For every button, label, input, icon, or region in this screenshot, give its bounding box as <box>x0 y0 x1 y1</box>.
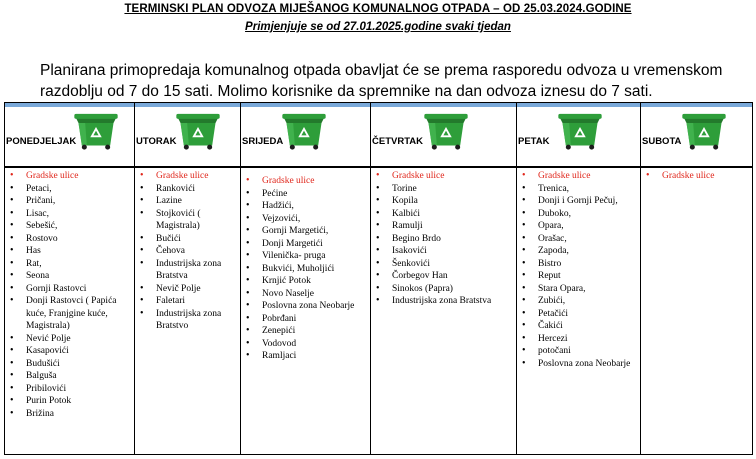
day-header-utorak <box>135 103 241 168</box>
location-item: • Nevič Polje <box>135 283 240 296</box>
location-item: • Seona <box>5 270 134 283</box>
location-item: • Donji Margetići <box>241 238 370 251</box>
location-item: • Purin Potok <box>5 395 134 408</box>
location-item: • Vodovod <box>241 338 370 351</box>
location-item: • Rat, <box>5 258 134 271</box>
location-item: • Zubići, <box>517 295 640 308</box>
location-item: • Donji Rastovci ( Papića kuće, Franjgine kuće, Magistrala) <box>5 295 134 333</box>
location-item: • Zapoda, <box>517 245 640 258</box>
location-item: • Opara, <box>517 220 640 233</box>
location-item: • Šenkovići <box>371 258 516 271</box>
location-item: • Faletari <box>135 295 240 308</box>
day-column-srijeda <box>241 167 371 455</box>
city-streets-item: • Gradske ulice <box>241 175 370 188</box>
location-item: • Bučići <box>135 233 240 246</box>
location-item: • Torine <box>371 183 516 196</box>
location-item: • Kalbići <box>371 208 516 221</box>
location-list <box>517 168 640 370</box>
day-column-utorak <box>135 167 241 455</box>
city-streets-item: • Gradske ulice <box>371 170 516 183</box>
day-header-ponedjeljak <box>5 103 135 168</box>
location-item: • Ramulji <box>371 220 516 233</box>
city-streets-item: • Gradske ulice <box>135 170 240 183</box>
location-item: • Petačići <box>517 308 640 321</box>
location-item: • Čorbegov Han <box>371 270 516 283</box>
city-streets-item: • Gradske ulice <box>5 170 134 183</box>
day-header-srijeda <box>241 103 371 168</box>
location-item: • Petaci, <box>5 183 134 196</box>
day-header-petak <box>517 103 641 168</box>
location-item: • potočani <box>517 345 640 358</box>
location-item: • Vejzovići, <box>241 213 370 226</box>
day-label: UTORAK <box>136 136 177 147</box>
day-column-ponedjeljak <box>5 167 135 455</box>
location-item: • Isakovići <box>371 245 516 258</box>
green-waste-bin-icon <box>279 105 329 151</box>
location-item: • Sebešić, <box>5 220 134 233</box>
location-item: • Pričani, <box>5 195 134 208</box>
location-item: • Zenepići <box>241 325 370 338</box>
location-list <box>135 168 240 333</box>
green-waste-bin-icon <box>71 105 121 151</box>
day-label: SRIJEDA <box>242 136 284 147</box>
location-item: • Poslovna zona Neobarje <box>517 358 640 371</box>
day-label: PONEDJELJAK <box>6 136 77 147</box>
day-label: SUBOTA <box>642 136 682 147</box>
location-item: • Kopila <box>371 195 516 208</box>
document-title: TERMINSKI PLAN ODVOZA MIJEŠANOG KOMUNALNOG OTPADA – OD 25.03.2024.GODINE <box>124 3 632 15</box>
location-item: • Hadžići, <box>241 200 370 213</box>
location-item: • Industrijska zona Bratstvo <box>135 308 240 333</box>
location-item: • Bistro <box>517 258 640 271</box>
intro-line-1: Planirana primopredaja komunalnog otpada obavljat će se prema rasporedu odvoza u vremenskom <box>40 62 723 79</box>
day-label: PETAK <box>518 136 550 147</box>
location-item: • Gornji Rastovci <box>5 283 134 296</box>
location-list <box>241 168 370 363</box>
location-item: • Brižina <box>5 408 134 421</box>
green-waste-bin-icon <box>555 105 605 151</box>
city-streets-item: • Gradske ulice <box>641 170 752 183</box>
location-item: • Hercezi <box>517 333 640 346</box>
location-item: • Industrijska zona Bratstva <box>135 258 240 283</box>
location-item: • Donji i Gornji Pečuj, <box>517 195 640 208</box>
location-item: • Balguša <box>5 370 134 383</box>
location-item: • Trenica, <box>517 183 640 196</box>
location-item: • Stara Opara, <box>517 283 640 296</box>
location-item: • Čakići <box>517 320 640 333</box>
location-item: • Ramljaci <box>241 350 370 363</box>
location-item: • Gornji Margetići, <box>241 225 370 238</box>
day-label: ČETVRTAK <box>372 136 424 147</box>
day-header-četvrtak <box>371 103 517 168</box>
location-item: • Pobrđani <box>241 313 370 326</box>
day-header-subota <box>641 103 753 168</box>
location-item: • Novo Naselje <box>241 288 370 301</box>
city-streets-item: • Gradske ulice <box>517 170 640 183</box>
location-item: • Pećine <box>241 188 370 201</box>
location-item: • Sinokos (Papra) <box>371 283 516 296</box>
intro-line-2: razdoblju od 7 do 15 sati. Molimo korisnike da spremnike na dan odvoza iznesu do 7 sati. <box>40 83 653 100</box>
green-waste-bin-icon <box>173 105 223 151</box>
location-item: • Industrijska zona Bratstva <box>371 295 516 308</box>
location-item: • Begino Brdo <box>371 233 516 246</box>
location-item: • Lazine <box>135 195 240 208</box>
location-item: • Rostovo <box>5 233 134 246</box>
location-list <box>641 168 752 183</box>
location-item: • Lisac, <box>5 208 134 221</box>
location-item: • Krnjić Potok <box>241 275 370 288</box>
location-item: • Budušići <box>5 358 134 371</box>
day-column-četvrtak <box>371 167 517 455</box>
location-item: • Rankovići <box>135 183 240 196</box>
location-item: • Vilenička- pruga <box>241 250 370 263</box>
location-item: • Kasapovići <box>5 345 134 358</box>
location-item: • Orašac, <box>517 233 640 246</box>
location-item: • Pribilovići <box>5 383 134 396</box>
location-item: • Bukvići, Muholjići <box>241 263 370 276</box>
location-item: • Has <box>5 245 134 258</box>
location-item: • Stojkovići ( Magistrala) <box>135 208 240 233</box>
location-item: • Čehova <box>135 245 240 258</box>
location-item: • Nević Polje <box>5 333 134 346</box>
intro-paragraph <box>40 60 740 102</box>
location-item: • Poslovna zona Neobarje <box>241 300 370 313</box>
location-list <box>371 168 516 308</box>
green-waste-bin-icon <box>679 105 729 151</box>
location-item: • Reput <box>517 270 640 283</box>
location-item: • Duboko, <box>517 208 640 221</box>
day-column-subota <box>641 167 753 455</box>
document-subtitle: Primjenjuje se od 27.01.2025.godine svaki tjedan <box>245 21 511 33</box>
day-column-petak <box>517 167 641 455</box>
green-waste-bin-icon <box>421 105 471 151</box>
collection-schedule-table <box>4 102 753 455</box>
location-list <box>5 168 134 420</box>
